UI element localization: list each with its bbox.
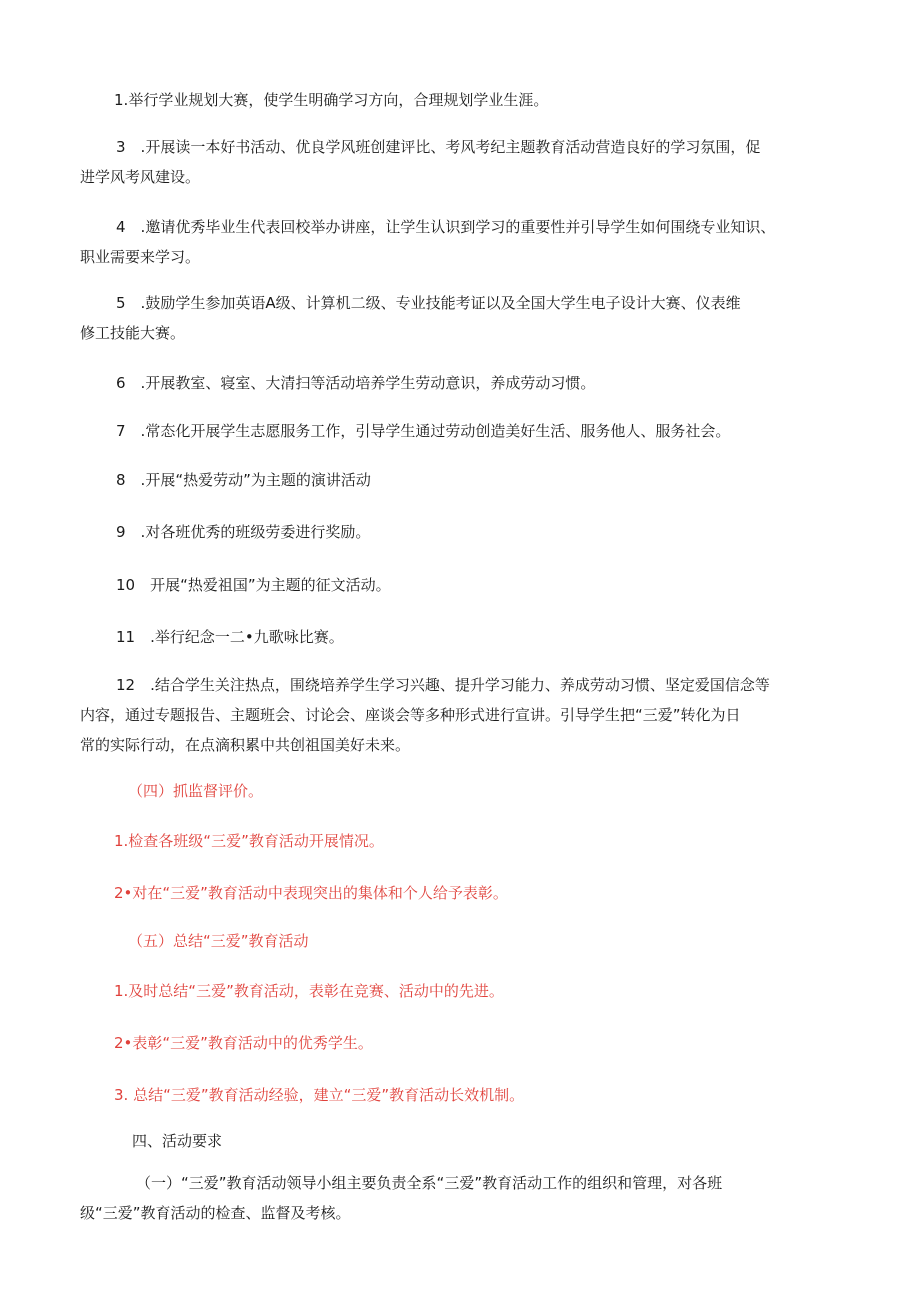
- section-4-item-1: 1.检查各班级“三爱”教育活动开展情况。: [114, 832, 384, 850]
- item-text: 对各班优秀的班级劳委进行奖励。: [145, 523, 371, 541]
- item-number: 11 .: [116, 628, 155, 646]
- section-5-heading: （五）总结“三爱”教育活动: [128, 932, 309, 950]
- item-text-line1: 开展读一本好书活动、优良学风班创建评比、考风考纪主题教育活动营造良好的学习氛围，促: [145, 138, 761, 156]
- item-number: 10: [116, 576, 151, 594]
- item-number: 12 .: [116, 676, 155, 694]
- item-number: 3 .: [116, 138, 146, 156]
- item-text-line2: 进学风考风建设。: [80, 168, 201, 186]
- item-1: [114, 85, 884, 115]
- section-5-item-1: 1.及时总结“三爱”教育活动，表彰在竞赛、活动中的先进。: [114, 982, 504, 1000]
- item-number: 9 .: [116, 523, 146, 541]
- item-text-line1: 邀请优秀毕业生代表回校举办讲座，让学生认识到学习的重要性并引导学生如何围绕专业知识、: [145, 218, 776, 236]
- item-number: 7 .: [116, 422, 146, 440]
- item-text: 开展“热爱劳动”为主题的演讲活动: [145, 471, 371, 489]
- item-6: [116, 368, 886, 398]
- section-4-item-2: 2•对在“三爱”教育活动中表现突出的集体和个人给予表彰。: [114, 884, 508, 902]
- item-7: [116, 416, 886, 446]
- requirements-p1-line1: （一）“三爱”教育活动领导小组主要负责全系“三爱”教育活动工作的组织和管理，对各班: [136, 1174, 723, 1192]
- item-12: [80, 670, 850, 760]
- item-text: 举行学业规划大赛，使学生明确学习方向，合理规划学业生涯。: [128, 91, 549, 109]
- item-number: 5 .: [116, 294, 146, 312]
- item-number: 8 .: [116, 471, 146, 489]
- item-4: [80, 212, 850, 272]
- item-text-line1: 鼓励学生参加英语A级、计算机二级、专业技能考证以及全国大学生电子设计大赛、仪表维: [145, 294, 741, 312]
- item-number: 6 .: [116, 374, 146, 392]
- requirements-paragraph-1: [80, 1168, 850, 1228]
- item-text: 常态化开展学生志愿服务工作，引导学生通过劳动创造美好生活、服务他人、服务社会。: [145, 422, 731, 440]
- item-8: [116, 465, 886, 495]
- item-text-line3: 常的实际行动，在点滴积累中共创祖国美好未来。: [80, 736, 411, 754]
- requirements-heading: 四、活动要求: [132, 1132, 223, 1150]
- item-9: [116, 517, 886, 547]
- item-10: [116, 570, 886, 600]
- item-number: 1.: [114, 91, 129, 109]
- item-11: [116, 622, 886, 652]
- item-text-line1: 结合学生关注热点，围绕培养学生学习兴趣、提升学习能力、养成劳动习惯、坚定爱国信念等: [154, 676, 770, 694]
- item-number: 4 .: [116, 218, 146, 236]
- item-text-line2: 修工技能大赛。: [80, 324, 186, 342]
- item-text: 举行纪念一二•九歌咏比赛。: [154, 628, 344, 646]
- item-5: [80, 288, 850, 348]
- section-5-item-3: 3. 总结“三爱”教育活动经验，建立“三爱”教育活动长效机制。: [114, 1086, 525, 1104]
- item-text: 开展教室、寝室、大清扫等活动培养学生劳动意识，养成劳动习惯。: [145, 374, 596, 392]
- section-5-item-2: 2•表彰“三爱”教育活动中的优秀学生。: [114, 1034, 373, 1052]
- item-text: 开展“热爱祖国”为主题的征文活动。: [150, 576, 391, 594]
- item-3: [80, 132, 850, 192]
- item-text-line2: 内容，通过专题报告、主题班会、讨论会、座谈会等多种形式进行宣讲。引导学生把“三爱”转化为日: [80, 706, 741, 724]
- requirements-p1-line2: 级“三爱”教育活动的检查、监督及考核。: [80, 1204, 351, 1222]
- section-4-heading: （四）抓监督评价。: [128, 782, 264, 800]
- item-text-line2: 职业需要来学习。: [80, 248, 201, 266]
